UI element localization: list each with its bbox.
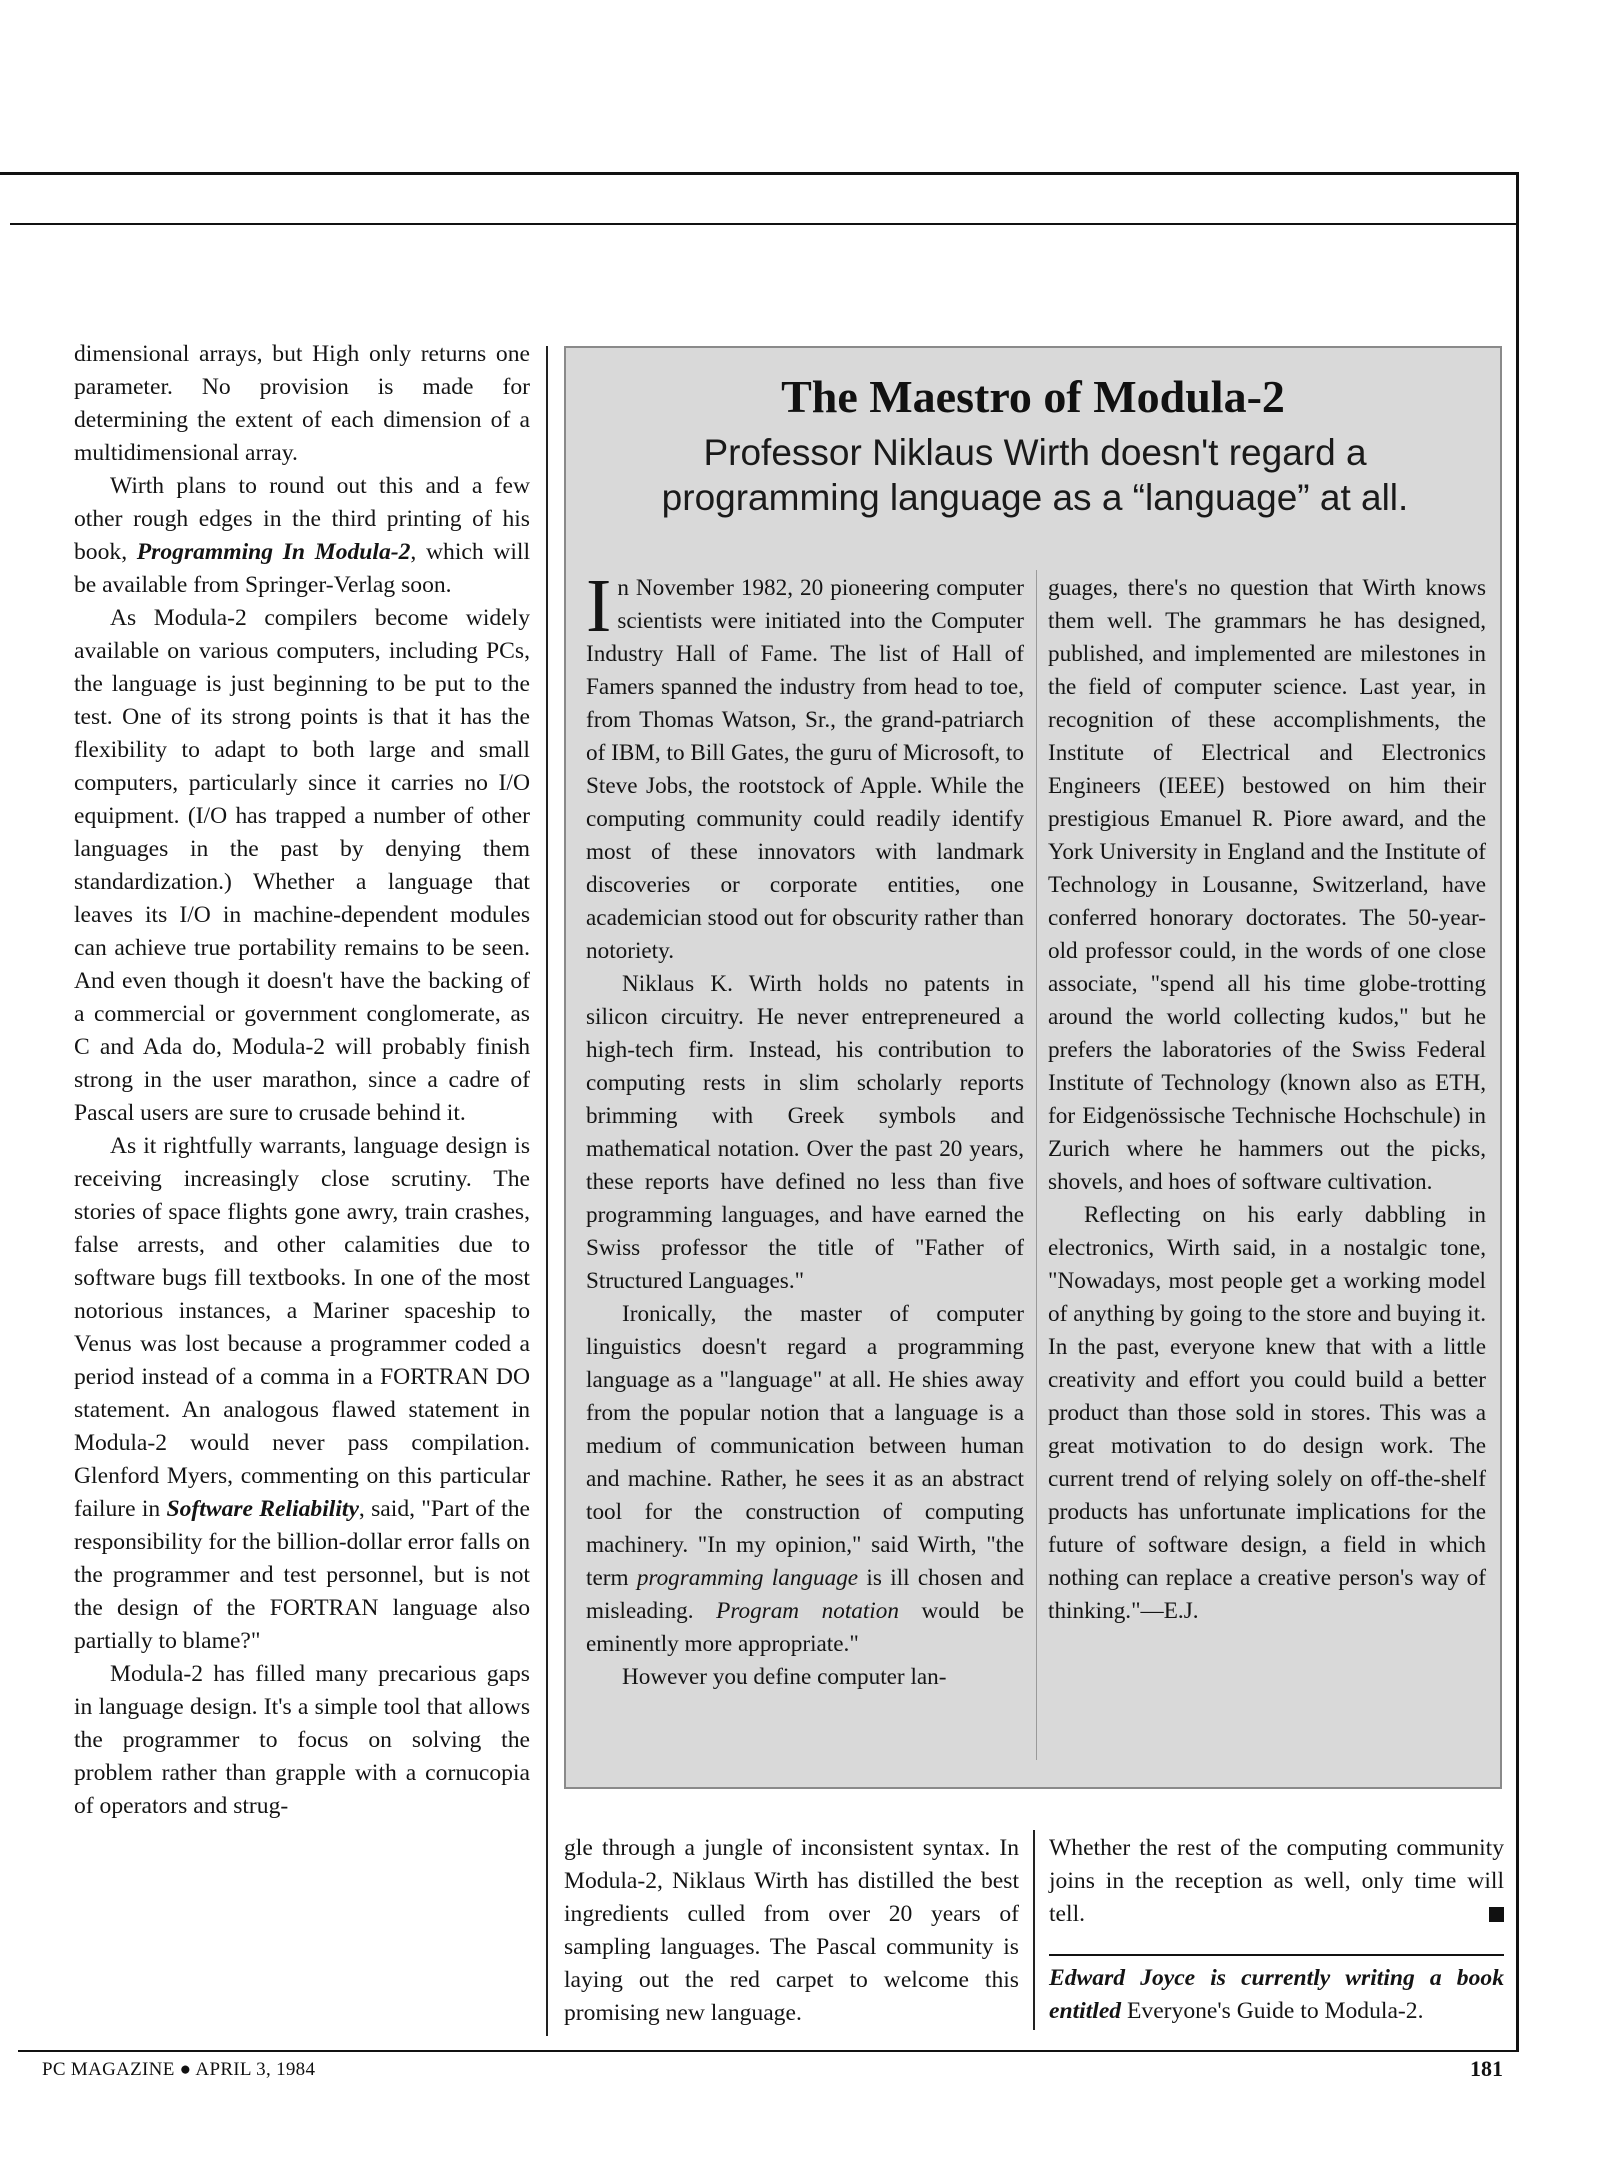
- paragraph: As Modula-2 compilers become widely available on various computers, including PCs, the language is just beginning to be put to the test. One of its strong points is that it has the flexibility to adapt to both large and small computers, particularly since it carries no I/O equipment. (I/O has trapped a number of other languages in the past by denying them standardization.) Whether a language that leaves its I/O in machine-dependent modules can achieve true portability remains to be seen. And even though it doesn't have the backing of a commercial or government conglomerate, as C and Ada do, Modula-2 will probably finish strong in the user marathon, since a cadre of Pascal users are sure to crusade behind it.: [74, 605, 530, 1126]
- footer-publication: PC MAGAZINE ● APRIL 3, 1984: [42, 2059, 316, 2080]
- text-run: Wirth plans to round out this and a few other rough edges in the third printing of his book,: [74, 473, 530, 565]
- column-divider: [1033, 1830, 1035, 2030]
- drop-cap: I: [586, 564, 612, 648]
- book-title: Programming In Modula-2: [136, 539, 411, 565]
- paragraph: However you define computer lan-: [622, 1664, 947, 1690]
- author-bio: [1049, 1962, 1504, 2028]
- left-column: [74, 338, 530, 1823]
- sidebar-column-2: [1048, 572, 1486, 1628]
- emphasis: Program notation: [716, 1598, 899, 1624]
- text-run: , said, "Part of the responsibility for the billion-dollar error falls on the programmer and test personnel, but is not the design of the FORTRAN language also partially to blame?": [74, 1496, 530, 1654]
- text-run: As it rightfully warrants, language design is receiving increasingly close scrutiny. The stories of space flights gone awry, train crashes, false arrests, and other calamities due to software bugs fill textbooks. In one of the most notorious instances, a Mariner spaceship to Venus was lost because a programmer coded a period instead of a comma in a FORTRAN DO statement. An analogous flawed statement in Modula-2 would never pass compilation. Glenford Myers, commenting on this particular failure in: [74, 1133, 530, 1522]
- paragraph: [74, 1130, 530, 1658]
- paragraph: [586, 1298, 1024, 1661]
- continuation-column-1: [564, 1832, 1019, 2030]
- right-rule: [1516, 172, 1519, 2052]
- paragraph: dimensional arrays, but High only returns one parameter. No provision is made for determining the extent of each dimension of a multidimensional array.: [74, 341, 530, 466]
- book-title: Software Reliability: [166, 1496, 359, 1522]
- paragraph: gle through a jungle of inconsistent syntax. In Modula-2, Niklaus Wirth has distilled the best ingredients culled from over 20 years of sampling languages. The Pascal community is laying out the red carpet to welcome this promising new language.: [564, 1835, 1019, 2026]
- continuation-column-2: [1049, 1832, 1504, 1931]
- sidebar-column-divider: [1036, 570, 1037, 1760]
- bio-rule: [1049, 1954, 1504, 1956]
- paragraph: guages, there's no question that Wirth knows them well. The grammars he has designed, published, and implemented are milestones in the field of computer science. Last year, in recognition of these accomplishments, the Institute of Electrical and Electronics Engineers (IEEE) bestowed on him their prestigious Emanuel R. Piore award, and the York University in England and the Institute of Technology in Lousanne, Switzerland, have conferred honorary doctorates. The 50-year-old professor could, in the words of one close associate, "spend all his time globe-trotting around the world collecting kudos," but he prefers the laboratories of the Swiss Federal Institute of Technology (known also as ETH, for Eidgenössische Technische Hochschule) in Zurich where he hammers out the picks, shovels, and hoes of software cultivation.: [1048, 575, 1486, 1195]
- emphasis: programming language: [636, 1565, 859, 1591]
- text-run: Ironically, the master of computer linguistics doesn't regard a programming language as a "language" at all. He shies away from the popular notion that a language is a medium of communication between human and machine. Rather, he sees it as an abstract tool for the construction of computing machinery. "In my opinion," said Wirth, "the term: [586, 1301, 1024, 1591]
- text-run: is ill chosen and misleading.: [586, 1565, 1024, 1624]
- footer-rule: [18, 2050, 1519, 2052]
- bio-book-title: Everyone's Guide to Modula-2.: [1121, 1998, 1424, 2024]
- page-number: 181: [1470, 2056, 1503, 2081]
- paragraph: Reflecting on his early dabbling in electronics, Wirth said, in a nostalgic tone, "Nowadays, most people get a working model of anything by going to the store and buying it. In the past, everyone knew that with a little creativity and effort you could build a better product than those sold in stores. This was a great motivation to do design work. The current trend of relying solely on off-the-shelf products has unfortunate implications for the future of software design, a field in which nothing can replace a creative person's way of thinking."—E.J.: [1048, 1202, 1486, 1624]
- sidebar-subtitle: Professor Niklaus Wirth doesn't regard a programming language as a “language” at all.: [661, 432, 1409, 518]
- end-mark-icon: [1489, 1907, 1504, 1922]
- paragraph: [74, 470, 530, 602]
- paragraph: [586, 564, 1024, 968]
- text-run: , which will be available from Springer-Verlag soon.: [74, 539, 530, 598]
- text-run: Whether the rest of the computing community joins in the reception as well, only time will tell.: [1049, 1835, 1504, 1927]
- column-divider: [546, 346, 548, 2036]
- text-run: would be eminently more appropriate.": [586, 1598, 1024, 1657]
- sidebar-column-1: [586, 564, 1024, 1694]
- sidebar-title: The Maestro of Modula-2: [781, 371, 1285, 422]
- sidebar-box: [564, 346, 1502, 1789]
- paragraph: Niklaus K. Wirth holds no patents in silicon circuitry. He never entrepreneured a high-tech firm. Instead, his contribution to computing rests in slim scholarly reports brimming with Greek symbols and mathematical notation. Over the past 20 years, these reports have defined no less than five programming languages, and have earned the Swiss professor the title of "Father of Structured Languages.": [586, 971, 1024, 1294]
- paragraph: [1049, 1962, 1504, 2028]
- paragraph: Modula-2 has filled many precarious gaps in language design. It's a simple tool that allows the programmer to focus on solving the problem rather than grapple with a cornucopia of operators and strug-: [74, 1661, 530, 1819]
- header-rule: [10, 223, 1518, 225]
- text-run: n November 1982, 20 pioneering computer scientists were initiated into the Computer Industry Hall of Fame. The list of Hall of Famers spanned the industry from head to toe, from Thomas Watson, Sr., the grand-patriarch of IBM, to Bill Gates, the guru of Microsoft, to Steve Jobs, the rootstock of Apple. While the computing community could readily identify most of these innovators with landmark discoveries or corporate entities, one academician stood out for obscurity rather than notoriety.: [586, 575, 1024, 964]
- top-rule: [0, 172, 1518, 175]
- paragraph: [1049, 1832, 1504, 1931]
- bio-prefix: Edward Joyce is currently writing a book entitled: [1049, 1965, 1504, 2024]
